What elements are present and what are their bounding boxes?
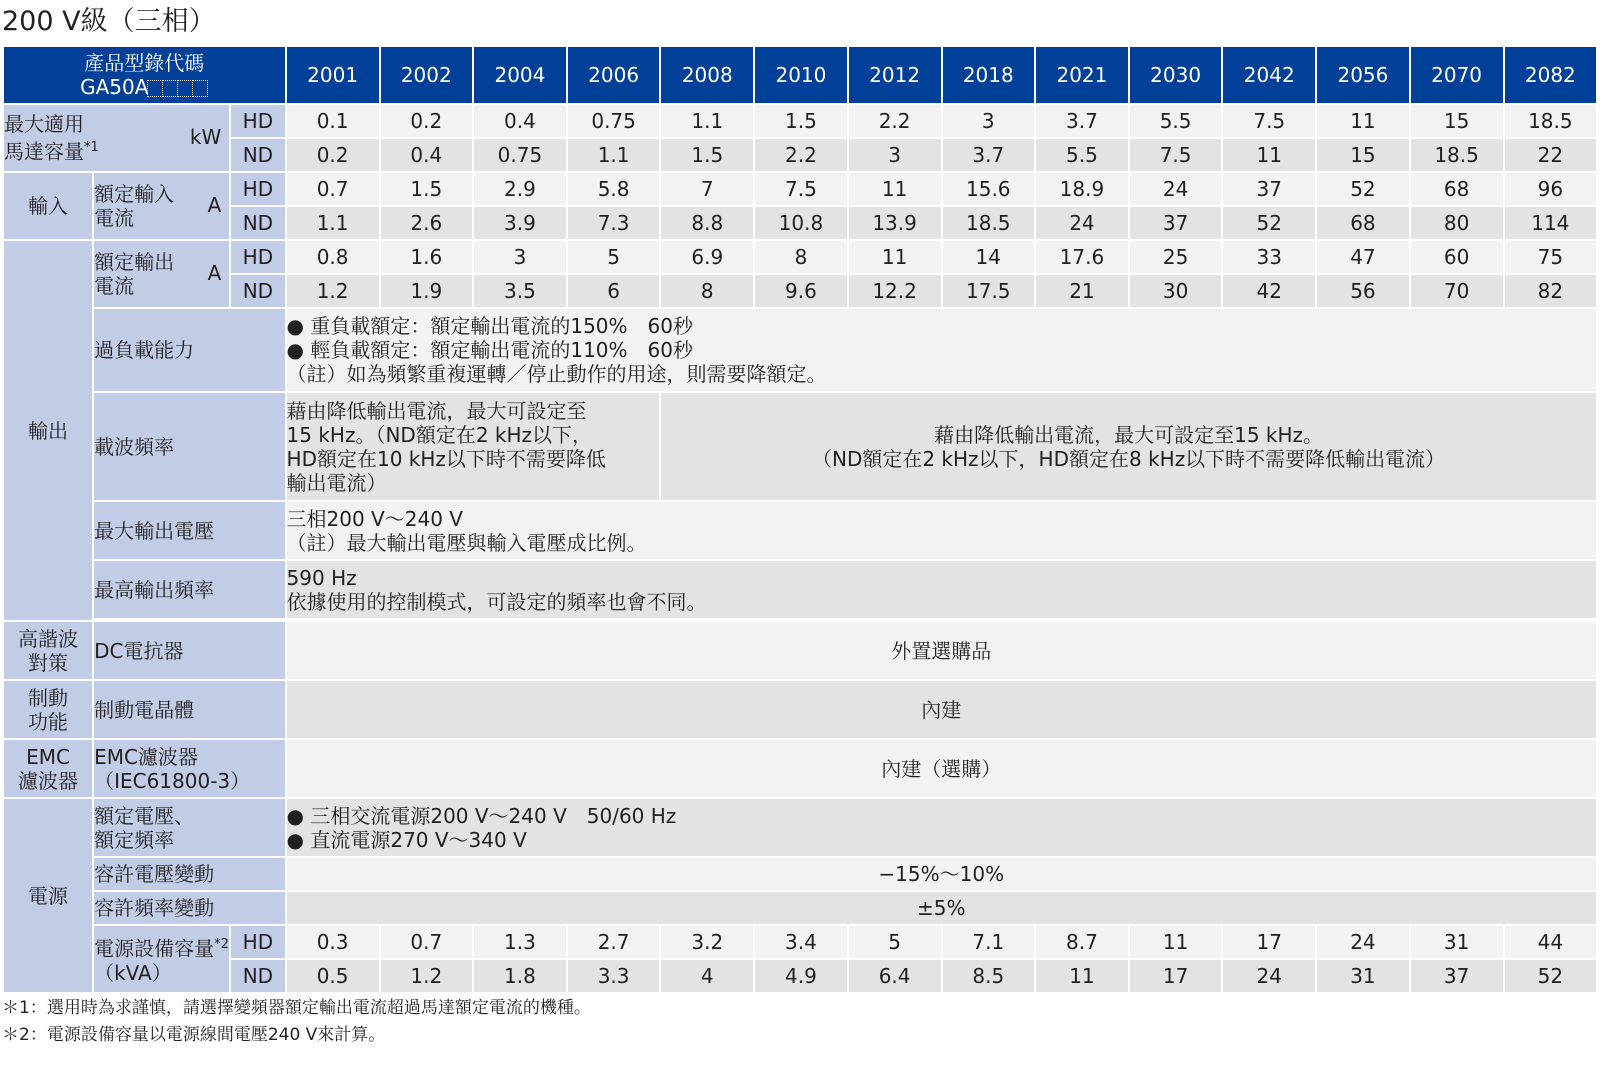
table-cell: 3.2	[660, 925, 754, 959]
dc-reactor-label: DC電抗器	[93, 621, 285, 680]
table-cell: 7.5	[1222, 104, 1316, 138]
table-cell: 11	[848, 240, 942, 274]
voltage-variation-label: 容許電壓變動	[93, 857, 285, 891]
table-cell: 33	[1222, 240, 1316, 274]
model-header: 2006	[567, 46, 660, 104]
mode-label-hd: HD	[230, 172, 285, 206]
unit-label: A	[207, 261, 222, 285]
table-cell: 0.75	[567, 104, 660, 138]
table-row	[3, 206, 1597, 240]
table-cell: 0.1	[286, 104, 380, 138]
table-cell: 7.1	[942, 925, 1035, 959]
table-cell: 1.1	[660, 104, 754, 138]
table-cell: 0.7	[286, 172, 380, 206]
braking-transistor-label: 制動電晶體	[93, 680, 285, 739]
motor-capacity-label: 最大適用 馬達容量$^{*1}$ kW	[3, 104, 230, 172]
carrier-frequency-label: 載波頻率	[93, 392, 285, 501]
table-cell: 8	[660, 274, 754, 308]
table-cell: 42	[1222, 274, 1316, 308]
table-cell: 8.5	[942, 959, 1035, 993]
table-cell: 12.2	[848, 274, 942, 308]
table-cell: 4	[660, 959, 754, 993]
table-cell: 56	[1316, 274, 1409, 308]
braking-transistor-value: 內建	[286, 680, 1597, 739]
table-row	[3, 891, 1597, 925]
overload-value: ● 重負載額定：額定輸出電流的150% 60秒 ● 輕負載額定：額定輸出電流的110% 60秒 （註）如為頻繁重複運轉／停止動作的用途，則需要降額定。	[286, 308, 1597, 392]
mode-label-nd: ND	[230, 274, 285, 308]
table-cell: 3.4	[754, 925, 847, 959]
model-header: 2056	[1316, 46, 1409, 104]
table-row	[3, 308, 1597, 392]
table-cell: 1.6	[380, 240, 473, 274]
output-group-label: 輸出	[3, 240, 93, 621]
table-cell: 3	[473, 240, 567, 274]
table-cell: 82	[1504, 274, 1597, 308]
table-cell: 2.7	[567, 925, 660, 959]
model-header: 2082	[1504, 46, 1597, 104]
table-cell: 0.2	[380, 104, 473, 138]
max-output-voltage-label: 最大輸出電壓	[93, 501, 285, 560]
table-cell: 3.9	[473, 206, 567, 240]
frequency-variation-label: 容許頻率變動	[93, 891, 285, 925]
table-cell: 3	[942, 104, 1035, 138]
table-cell: 0.3	[286, 925, 380, 959]
table-cell: 1.1	[567, 138, 660, 172]
max-output-voltage-value: 三相200 V～240 V （註）最大輸出電壓與輸入電壓成比例。	[286, 501, 1597, 560]
table-cell: 5	[848, 925, 942, 959]
table-cell: 24	[1035, 206, 1129, 240]
table-cell: 6.4	[848, 959, 942, 993]
table-cell: 2.9	[473, 172, 567, 206]
table-row	[3, 621, 1597, 680]
table-cell: 3.3	[567, 959, 660, 993]
table-cell: 37	[1410, 959, 1504, 993]
table-cell: 8	[754, 240, 847, 274]
table-cell: 30	[1129, 274, 1222, 308]
emc-filter-label: EMC濾波器 （IEC61800-3）	[93, 739, 285, 798]
table-cell: 8.8	[660, 206, 754, 240]
table-cell: 17.6	[1035, 240, 1129, 274]
table-cell: 11	[1222, 138, 1316, 172]
table-cell: 7	[660, 172, 754, 206]
table-row	[3, 798, 1597, 857]
table-cell: 5.8	[567, 172, 660, 206]
table-cell: 18.5	[1504, 104, 1597, 138]
table-cell: 15	[1410, 104, 1504, 138]
spec-table	[2, 45, 1598, 994]
power-group-label: 電源	[3, 798, 93, 993]
mode-label-hd: HD	[230, 925, 285, 959]
max-output-frequency-label: 最高輸出頻率	[93, 560, 285, 619]
mode-label-hd: HD	[230, 104, 285, 138]
table-cell: 13.9	[848, 206, 942, 240]
table-cell: 15	[1316, 138, 1409, 172]
table-cell: 1.8	[473, 959, 567, 993]
table-cell: 114	[1504, 206, 1597, 240]
table-cell: 0.5	[286, 959, 380, 993]
table-row	[3, 138, 1597, 172]
braking-group-label: 制動 功能	[3, 680, 93, 739]
table-cell: 1.5	[660, 138, 754, 172]
input-current-label: 額定輸入 電流 A	[93, 172, 230, 240]
table-cell: 31	[1410, 925, 1504, 959]
unit-label: kW	[189, 125, 222, 149]
table-row	[3, 240, 1597, 274]
table-cell: 17	[1222, 925, 1316, 959]
table-cell: 0.75	[473, 138, 567, 172]
emc-filter-value: 內建（選購）	[286, 739, 1597, 798]
table-cell: 70	[1410, 274, 1504, 308]
table-cell: 52	[1222, 206, 1316, 240]
model-header: 2010	[754, 46, 847, 104]
table-cell: 0.4	[473, 104, 567, 138]
table-row	[3, 857, 1597, 891]
table-cell: 11	[1035, 959, 1129, 993]
table-cell: 5	[567, 240, 660, 274]
table-cell: 2.6	[380, 206, 473, 240]
table-cell: 9.6	[754, 274, 847, 308]
table-cell: 52	[1316, 172, 1409, 206]
table-cell: 11	[1129, 925, 1222, 959]
table-cell: 15.6	[942, 172, 1035, 206]
table-cell: 44	[1504, 925, 1597, 959]
footnote-1: ＊1：選用時為求謹慎，請選擇變頻器額定輸出電流超過馬達額定電流的機種。	[2, 998, 591, 1018]
table-cell: 14	[942, 240, 1035, 274]
table-cell: 60	[1410, 240, 1504, 274]
table-cell: 1.5	[754, 104, 847, 138]
carrier-frequency-small-models: 藉由降低輸出電流，最大可設定至 15 kHz。（ND額定在2 kHz以下， HD額定在10 kHz以下時不需要降低 輸出電流）	[286, 392, 661, 501]
table-row	[3, 274, 1597, 308]
table-row	[3, 959, 1597, 993]
table-cell: 24	[1129, 172, 1222, 206]
table-cell: 4.9	[754, 959, 847, 993]
placeholder-box-icon	[192, 80, 208, 97]
mode-label-nd: ND	[230, 959, 285, 993]
table-cell: 11	[848, 172, 942, 206]
table-cell: 1.3	[473, 925, 567, 959]
mode-label-nd: ND	[230, 138, 285, 172]
table-cell: 0.4	[380, 138, 473, 172]
table-row	[3, 560, 1597, 619]
voltage-variation-value: −15%～10%	[286, 857, 1597, 891]
model-header: 2008	[660, 46, 754, 104]
table-cell: 17.5	[942, 274, 1035, 308]
table-cell: 68	[1316, 206, 1409, 240]
table-cell: 1.9	[380, 274, 473, 308]
table-cell: 80	[1410, 206, 1504, 240]
table-cell: 11	[1316, 104, 1409, 138]
table-cell: 47	[1316, 240, 1409, 274]
table-cell: 3	[848, 138, 942, 172]
model-header: 2021	[1035, 46, 1129, 104]
table-cell: 52	[1504, 959, 1597, 993]
mode-label-hd: HD	[230, 240, 285, 274]
table-cell: 37	[1129, 206, 1222, 240]
model-header: 2012	[848, 46, 942, 104]
table-cell: 5.5	[1129, 104, 1222, 138]
table-row	[3, 392, 1597, 501]
output-current-label: 額定輸出 電流 A	[93, 240, 230, 308]
table-row	[3, 104, 1597, 138]
table-cell: 31	[1316, 959, 1409, 993]
model-header: 2018	[942, 46, 1035, 104]
table-cell: 25	[1129, 240, 1222, 274]
table-cell: 3.7	[942, 138, 1035, 172]
table-cell: 24	[1316, 925, 1409, 959]
table-row	[3, 739, 1597, 798]
table-cell: 10.8	[754, 206, 847, 240]
table-cell: 5.5	[1035, 138, 1129, 172]
table-cell: 1.1	[286, 206, 380, 240]
table-cell: 2.2	[754, 138, 847, 172]
table-cell: 0.7	[380, 925, 473, 959]
model-header: 2004	[473, 46, 567, 104]
model-header: 2001	[286, 46, 380, 104]
table-cell: 2.2	[848, 104, 942, 138]
table-cell: 7.5	[1129, 138, 1222, 172]
table-cell: 1.5	[380, 172, 473, 206]
power-capacity-label: 電源設備容量$^{*2}$ （kVA）	[93, 925, 230, 993]
table-row	[3, 501, 1597, 560]
table-cell: 7.5	[754, 172, 847, 206]
table-cell: 75	[1504, 240, 1597, 274]
table-cell: 7.3	[567, 206, 660, 240]
table-cell: 1.2	[380, 959, 473, 993]
model-header: 2070	[1410, 46, 1504, 104]
table-cell: 18.5	[942, 206, 1035, 240]
table-cell: 0.8	[286, 240, 380, 274]
carrier-frequency-large-models: 藉由降低輸出電流，最大可設定至15 kHz。 （ND額定在2 kHz以下，HD額定在8 kHz以下時不需要降低輸出電流）	[660, 392, 1597, 501]
table-row	[3, 925, 1597, 959]
placeholder-box-icon	[177, 80, 193, 97]
table-cell: 24	[1222, 959, 1316, 993]
model-code-header: 產品型錄代碼 GA50A	[3, 46, 286, 104]
frequency-variation-value: ±5%	[286, 891, 1597, 925]
emc-group-label: EMC 濾波器	[3, 739, 93, 798]
model-header: 2042	[1222, 46, 1316, 104]
placeholder-box-icon	[147, 80, 163, 97]
rated-voltage-label: 額定電壓、 額定頻率	[93, 798, 285, 857]
input-group-label: 輸入	[3, 172, 93, 240]
page-title: 200 V級（三相）	[2, 6, 216, 37]
table-cell: 6	[567, 274, 660, 308]
table-cell: 1.2	[286, 274, 380, 308]
mode-label-nd: ND	[230, 206, 285, 240]
max-output-frequency-value: 590 Hz 依據使用的控制模式，可設定的頻率也會不同。	[286, 560, 1597, 619]
unit-label: A	[207, 193, 222, 217]
header-row	[3, 46, 1597, 104]
model-header: 2030	[1129, 46, 1222, 104]
harmonic-group-label: 高諧波 對策	[3, 621, 93, 680]
table-cell: 21	[1035, 274, 1129, 308]
table-cell: 68	[1410, 172, 1504, 206]
dc-reactor-value: 外置選購品	[286, 621, 1597, 680]
table-row	[3, 680, 1597, 739]
table-cell: 3.7	[1035, 104, 1129, 138]
table-cell: 18.5	[1410, 138, 1504, 172]
model-header: 2002	[380, 46, 473, 104]
table-cell: 0.2	[286, 138, 380, 172]
placeholder-box-icon	[162, 80, 178, 97]
footnote-2: ＊2：電源設備容量以電源線間電壓240 V來計算。	[2, 1025, 386, 1045]
table-cell: 37	[1222, 172, 1316, 206]
table-cell: 96	[1504, 172, 1597, 206]
table-cell: 3.5	[473, 274, 567, 308]
table-cell: 6.9	[660, 240, 754, 274]
table-cell: 8.7	[1035, 925, 1129, 959]
table-row	[3, 172, 1597, 206]
table-cell: 18.9	[1035, 172, 1129, 206]
overload-label: 過負載能力	[93, 308, 285, 392]
table-cell: 22	[1504, 138, 1597, 172]
table-cell: 17	[1129, 959, 1222, 993]
rated-voltage-value: ● 三相交流電源200 V～240 V 50/60 Hz ● 直流電源270 V～340 V	[286, 798, 1597, 857]
